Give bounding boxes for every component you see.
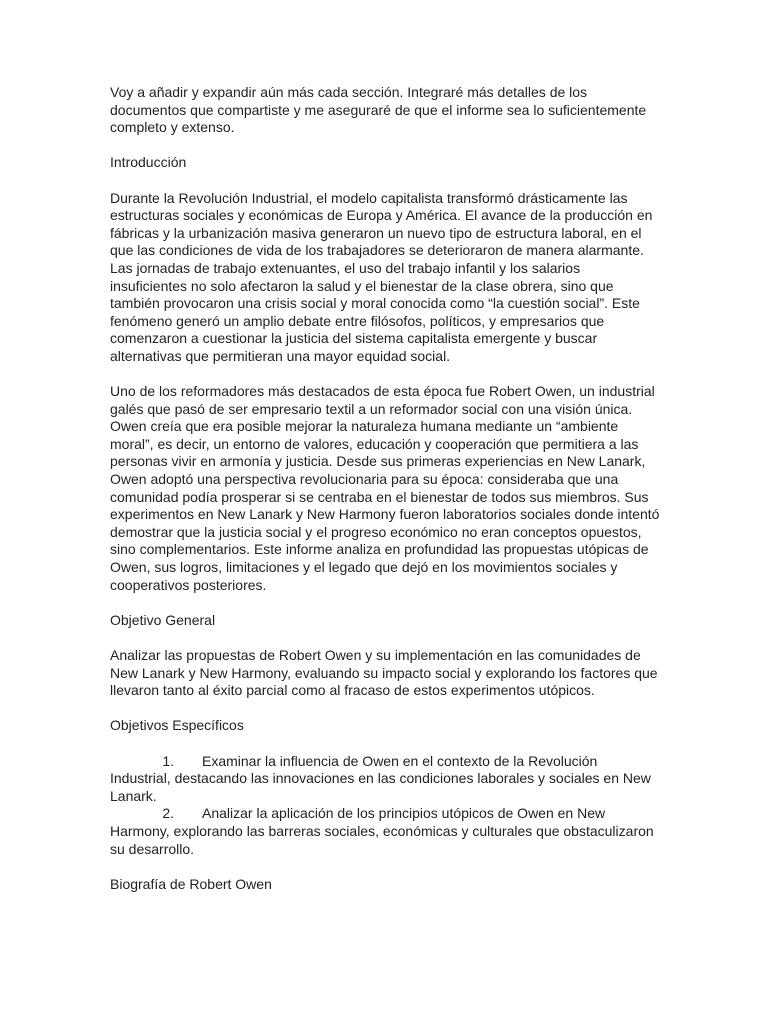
heading-objetivos-especificos: Objetivos Específicos [110, 717, 244, 734]
list-item [110, 753, 660, 806]
list-item [110, 805, 660, 858]
heading-objetivo-general: Objetivo General [110, 611, 216, 628]
introduccion-paragraph-1: Durante la Revolución Industrial, el modelo capitalista transformó drásticamente las estructuras sociales y económicas de Europa y América. El avance de la producción en fábricas y la urbanización masiva generaron un nuevo tipo de estructura laboral, en el que las condiciones de vida de los trabajadores se deterioraron de manera alarmante. Las jornadas de trabajo extenuantes, el uso del trabajo infantil y los salarios insuficientes no solo afectaron la salud y el bienestar de la clase obrera, sino que también provocaron una crisis social y moral conocida como “la cuestión social”. Este fenómeno generó un amplio debate entre filósofos, políticos, y empresarios que comenzaron a cuestionar la justicia del sistema capitalista emergente y buscar alternativas que permitieran una mayor equidad social. [110, 189, 653, 364]
heading-biografia: Biografía de Robert Owen [110, 875, 272, 892]
objetivos-especificos-list [110, 753, 660, 859]
document-page [110, 84, 660, 893]
list-item-number: 1. [162, 752, 174, 769]
list-item-number: 2. [162, 805, 174, 822]
objetivo-general-text: Analizar las propuestas de Robert Owen y su implementación en las comunidades de New Lanark y New Harmony, evaluando su impacto social y explorando los factores que llevaron tanto al éxito parcial como al fracaso de estos experimentos utópicos. [110, 647, 658, 699]
list-item-text: Examinar la influencia de Owen en el contexto de la Revolución Industrial, destacando las innovaciones en las condiciones laborales y sociales en New Lanark. [110, 752, 651, 804]
list-item-text: Analizar la aplicación de los principios utópicos de Owen en New Harmony, explorando las barreras sociales, económicas y culturales que obstaculizaron su desarrollo. [110, 805, 654, 857]
intro-note: Voy a añadir y expandir aún más cada sección. Integraré más detalles de los documentos que compartiste y me aseguraré de que el informe sea lo suficientemente completo y extenso. [110, 84, 647, 136]
introduccion-paragraph-2: Uno de los reformadores más destacados de esta época fue Robert Owen, un industrial galés que pasó de ser empresario textil a un reformador social con una visión única. Owen creía que era posible mejorar la naturaleza humana mediante un “ambiente moral”, es decir, un entorno de valores, educación y cooperación que permitiera a las personas vivir en armonía y justicia. Desde sus primeras experiencias en New Lanark, Owen adoptó una perspectiva revolucionaria para su época: consideraba que una comunidad podía prosperar si se centraba en el bienestar de todos sus miembros. Sus experimentos en New Lanark y New Harmony fueron laboratorios sociales donde intentó demostrar que la justicia social y el progreso económico no eran conceptos opuestos, sino complementarios. Este informe analiza en profundidad las propuestas utópicas de Owen, sus logros, limitaciones y el legado que dejó en los movimientos sociales y cooperativos posteriores. [110, 383, 660, 593]
heading-introduccion: Introducción [110, 154, 187, 171]
